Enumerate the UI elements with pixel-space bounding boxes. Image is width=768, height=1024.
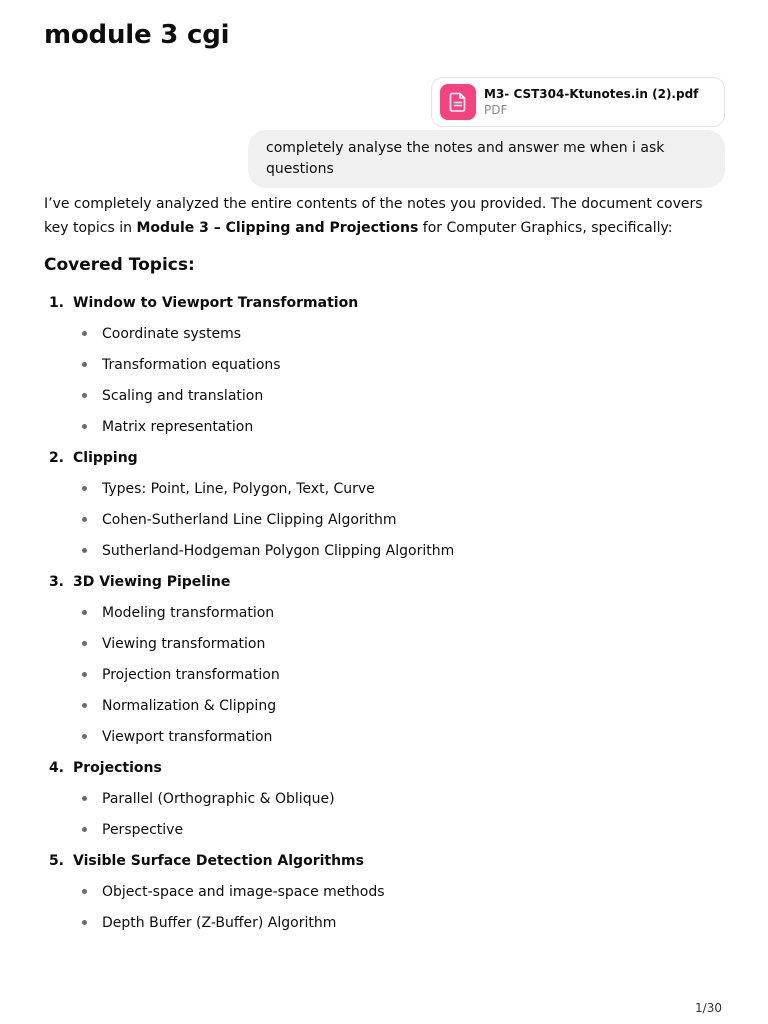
topic-title: Visible Surface Detection Algorithms [73, 852, 364, 869]
bullet-dot-icon [82, 393, 87, 398]
user-message: completely analyse the notes and answer me when i ask questions [248, 130, 725, 188]
bullet-item [44, 783, 724, 814]
topic-item [44, 752, 724, 845]
bullet-text: Perspective [102, 821, 184, 838]
bullet-item [44, 535, 724, 566]
topic-header [44, 287, 724, 318]
bullet-item [44, 318, 724, 349]
bullet-text: Matrix representation [102, 418, 254, 435]
bullet-item [44, 907, 724, 938]
bullet-text: Modeling transformation [102, 604, 275, 621]
bullet-item [44, 814, 724, 845]
bullet-text: Object-space and image-space methods [102, 883, 385, 900]
intro-text-end: for Computer Graphics, specifically: [418, 220, 673, 236]
topic-list [44, 287, 724, 938]
topic-title: 3D Viewing Pipeline [73, 573, 231, 590]
bullet-dot-icon [82, 889, 87, 894]
attachment-card[interactable] [431, 77, 725, 127]
section-heading: Covered Topics: [44, 255, 195, 275]
bullet-dot-icon [82, 610, 87, 615]
page-counter: 1/30 [695, 1001, 722, 1015]
topic-header [44, 845, 724, 876]
bullet-item [44, 690, 724, 721]
bullet-dot-icon [82, 331, 87, 336]
bullet-list [44, 783, 724, 845]
topic-header [44, 566, 724, 597]
bullet-dot-icon [82, 672, 87, 677]
bullet-text: Viewport transformation [102, 728, 273, 745]
bullet-dot-icon [82, 517, 87, 522]
bullet-item [44, 721, 724, 752]
bullet-list [44, 597, 724, 752]
bullet-text: Scaling and translation [102, 387, 264, 404]
topic-number: 4. [48, 759, 64, 776]
bullet-text: Viewing transformation [102, 635, 266, 652]
bullet-item [44, 473, 724, 504]
bullet-text: Sutherland-Hodgeman Polygon Clipping Algorithm [102, 542, 455, 559]
bullet-dot-icon [82, 548, 87, 553]
intro-text: I’ve completely analyzed the entire contents of the notes you provided. The document covers key topics in [44, 196, 703, 236]
bullet-text: Normalization & Clipping [102, 697, 277, 714]
bullet-list [44, 473, 724, 566]
document-icon [440, 84, 476, 120]
topic-number: 1. [48, 294, 64, 311]
topic-number: 3. [48, 573, 64, 590]
bullet-text: Coordinate systems [102, 325, 242, 342]
bullet-dot-icon [82, 703, 87, 708]
bullet-list [44, 876, 724, 938]
intro-bold: Module 3 – Clipping and Projections [136, 220, 419, 236]
bullet-dot-icon [82, 362, 87, 367]
assistant-intro [44, 192, 724, 240]
bullet-text: Transformation equations [102, 356, 281, 373]
bullet-dot-icon [82, 424, 87, 429]
topic-title: Window to Viewport Transformation [73, 294, 359, 311]
bullet-text: Depth Buffer (Z-Buffer) Algorithm [102, 914, 337, 931]
bullet-text: Cohen-Sutherland Line Clipping Algorithm [102, 511, 397, 528]
attachment-name: M3- CST304-Ktunotes.in (2).pdf [484, 87, 699, 101]
bullet-list [44, 318, 724, 442]
topic-item [44, 845, 724, 938]
topic-item [44, 442, 724, 566]
topic-number: 2. [48, 449, 64, 466]
bullet-item [44, 597, 724, 628]
attachment-meta [484, 86, 698, 118]
bullet-dot-icon [82, 920, 87, 925]
topic-header [44, 442, 724, 473]
topic-title: Clipping [73, 449, 138, 466]
bullet-text: Types: Point, Line, Polygon, Text, Curve [102, 480, 375, 497]
bullet-item [44, 349, 724, 380]
page-title: module 3 cgi [44, 20, 230, 50]
bullet-dot-icon [82, 641, 87, 646]
bullet-item [44, 380, 724, 411]
topic-item [44, 287, 724, 442]
bullet-dot-icon [82, 734, 87, 739]
bullet-item [44, 876, 724, 907]
topic-header [44, 752, 724, 783]
bullet-dot-icon [82, 796, 87, 801]
bullet-text: Projection transformation [102, 666, 280, 683]
bullet-text: Parallel (Orthographic & Oblique) [102, 790, 335, 807]
attachment-type: PDF [484, 103, 508, 117]
bullet-item [44, 628, 724, 659]
bullet-dot-icon [82, 827, 87, 832]
bullet-item [44, 504, 724, 535]
bullet-dot-icon [82, 486, 87, 491]
bullet-item [44, 659, 724, 690]
topic-item [44, 566, 724, 752]
topic-number: 5. [48, 852, 64, 869]
bullet-item [44, 411, 724, 442]
topic-title: Projections [73, 759, 162, 776]
